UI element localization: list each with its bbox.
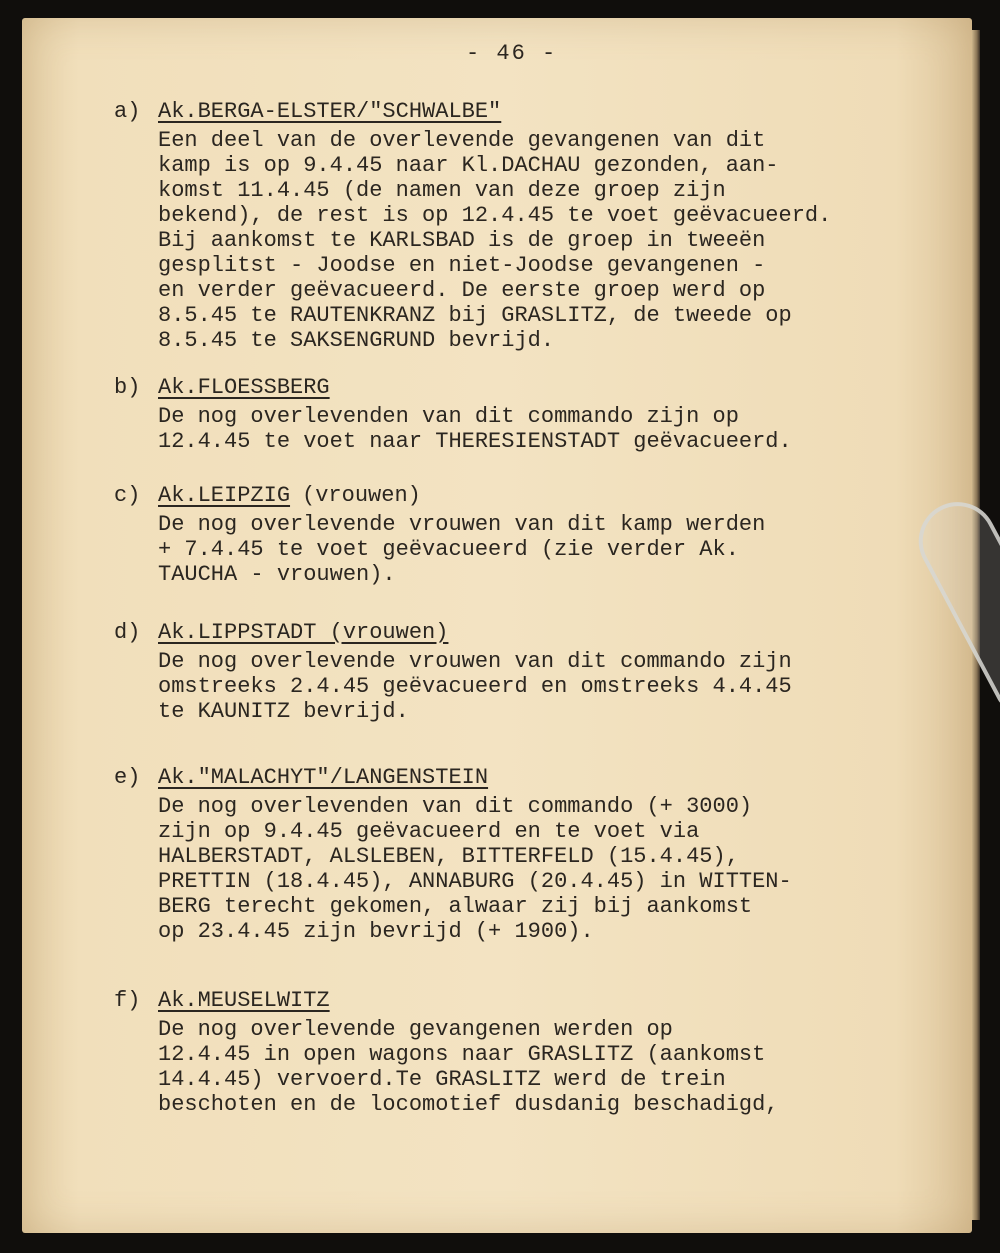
- entry-body: [158, 512, 954, 587]
- entry-d: [114, 620, 954, 724]
- text-line: De nog overlevenden van dit commando (+ 3000): [158, 794, 753, 819]
- text-line: Bij aankomst te KARLSBAD is de groep in tweeën: [158, 228, 766, 253]
- entry-title: Ak.LIPPSTADT (vrouwen): [158, 620, 449, 645]
- text-line: BERG terecht gekomen, alwaar zij bij aankomst: [158, 894, 753, 919]
- text-line: PRETTIN (18.4.45), ANNABURG (20.4.45) in WITTEN-: [158, 869, 792, 894]
- entry-letter: e): [114, 765, 141, 790]
- entry-e: [114, 765, 954, 944]
- entry-body: [158, 1017, 954, 1117]
- entry-title: Ak.FLOESSBERG: [158, 375, 330, 400]
- text-line: De nog overlevende vrouwen van dit commando zijn: [158, 649, 792, 674]
- entry-title: Ak."MALACHYT"/LANGENSTEIN: [158, 765, 489, 790]
- text-line: omstreeks 2.4.45 geëvacueerd en omstreeks 4.4.45: [158, 674, 792, 699]
- text-line: 12.4.45 te voet naar THERESIENSTADT geëvacueerd.: [158, 429, 792, 454]
- entry-letter: d): [114, 620, 141, 645]
- text-line: te KAUNITZ bevrijd.: [158, 699, 409, 724]
- entry-title: Ak.MEUSELWITZ: [158, 988, 330, 1013]
- text-line: bekend), de rest is op 12.4.45 te voet geëvacueerd.: [158, 203, 832, 228]
- entry-letter: b): [114, 375, 141, 400]
- entry-heading: [114, 483, 954, 508]
- entry-body: [158, 649, 954, 724]
- text-line: HALBERSTADT, ALSLEBEN, BITTERFELD (15.4.45),: [158, 844, 739, 869]
- text-line: 8.5.45 te SAKSENGRUND bevrijd.: [158, 328, 555, 353]
- text-line: zijn op 9.4.45 geëvacueerd en te voet via: [158, 819, 700, 844]
- text-line: op 23.4.45 zijn bevrijd (+ 1900).: [158, 919, 594, 944]
- entry-letter: c): [114, 483, 141, 508]
- entry-body: [158, 404, 954, 454]
- text-line: De nog overlevenden van dit commando zijn op: [158, 404, 739, 429]
- text-line: komst 11.4.45 (de namen van deze groep zijn: [158, 178, 726, 203]
- text-line: TAUCHA - vrouwen).: [158, 562, 396, 587]
- entry-title: Ak.LEIPZIG: [158, 483, 291, 508]
- text-line: gesplitst - Joodse en niet-Joodse gevangenen -: [158, 253, 766, 278]
- text-line: + 7.4.45 te voet geëvacueerd (zie verder Ak.: [158, 537, 739, 562]
- text-line: 14.4.45) vervoerd.Te GRASLITZ werd de trein: [158, 1067, 726, 1092]
- text-line: De nog overlevende vrouwen van dit kamp werden: [158, 512, 766, 537]
- text-line: en verder geëvacueerd. De eerste groep werd op: [158, 278, 766, 303]
- entry-letter: f): [114, 988, 141, 1013]
- entry-heading-note: (vrouwen): [302, 483, 421, 508]
- text-line: Een deel van de overlevende gevangenen van dit: [158, 128, 766, 153]
- text-line: De nog overlevende gevangenen werden op: [158, 1017, 673, 1042]
- text-line: kamp is op 9.4.45 naar Kl.DACHAU gezonden, aan-: [158, 153, 779, 178]
- entry-heading: [114, 375, 954, 400]
- entry-heading: [114, 99, 954, 124]
- entry-b: [114, 375, 954, 454]
- entry-body: [158, 794, 954, 944]
- text-line: beschoten en de locomotief dusdanig beschadigd,: [158, 1092, 779, 1117]
- page-number: - 46 -: [466, 41, 558, 66]
- entry-a: [114, 99, 954, 353]
- entry-body: [158, 128, 954, 353]
- entry-heading: [114, 765, 954, 790]
- text-line: 8.5.45 te RAUTENKRANZ bij GRASLITZ, de tweede op: [158, 303, 792, 328]
- entry-letter: a): [114, 99, 141, 124]
- entry-heading: [114, 988, 954, 1013]
- text-line: 12.4.45 in open wagons naar GRASLITZ (aankomst: [158, 1042, 766, 1067]
- entry-c: [114, 483, 954, 587]
- entry-f: [114, 988, 954, 1117]
- entry-heading: [114, 620, 954, 645]
- entry-title: Ak.BERGA-ELSTER/"SCHWALBE": [158, 99, 502, 124]
